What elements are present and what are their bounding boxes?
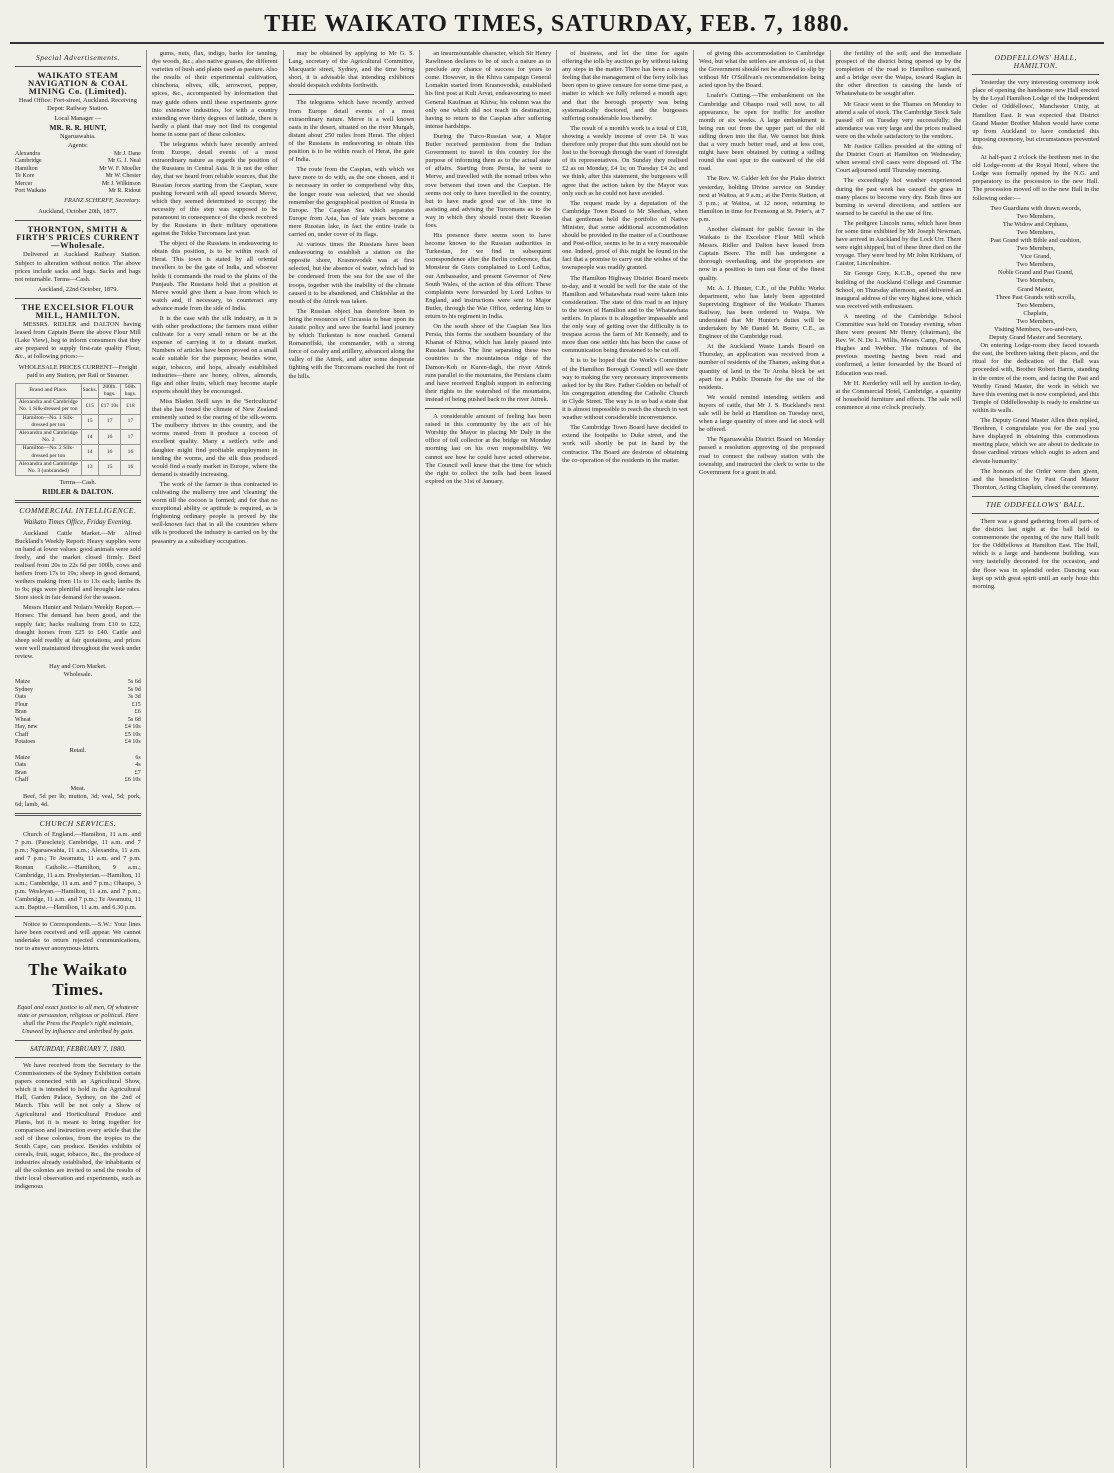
coal-manager: MR. R. R. HUNT, — [49, 122, 107, 132]
meat-title: Meat. — [70, 784, 86, 792]
article-paragraph: gums, nuts, flax, indigo, barks for tanning, dye woods, &c.; also native grasses, the different varieties of bush and plants used as pasture. Also the results of their experimental cultivation, chinchona, olives, silk, arrowroot, pepper, spices, &c., accompanied by information that may guide others until these experiments grow into extensive industries, for with a country extending over thirty degrees of latitude, there is hardly a plant that may not find its congenial home in some part of these colonies. — [151, 50, 278, 138]
divider — [972, 496, 1099, 497]
divider — [425, 408, 551, 409]
article-paragraph: At the Auckland Waste Lands Board on Thursday, an application was received from a number of residents of the Thames, asking that a quantity of land in the Te Aroha block be set apart for a Public Domain for the use of the residents. — [698, 343, 825, 391]
column-8 — [967, 50, 1104, 1468]
list-item: Te Kore Mr W. Chester — [15, 173, 141, 180]
article-paragraph: During the Turco-Russian war, a Major Butler received permission from the Indian Government to travel in this country for the purpose of informing them as to the actual state of affairs. Starting from Persia, he went to Merve, and travelled with the nomad tribes who rove between that town and the Caspian. He seems not only to have travelled in the country, but to have made good use of his time in assisting and advising the Turcomans as to the way in which they should resist their Russian foes. — [425, 132, 552, 229]
article-paragraph: On the south shore of the Caspian Sea lies Persia, this forms the southern boundary of the Khanat of Khiva, which has lately passed into Russian hands. The line separating these two countries is the mountainous ridge of the Damon-Koh or Kuren-dagh, the river Attrek runs parallel to the mountains, the Persians claim and have received English support in enforcing their rights to the watershed of the mountains, instead of being pushed back to the river Attrek. — [425, 323, 552, 403]
coal-place: Ngaruawahia. — [60, 132, 96, 140]
coal-secretary: FRANZ SCHERFF, Secretary. — [64, 196, 141, 204]
table-row: Hamilton—No. 2 Silk-dressed per ton 14 16 16 — [16, 445, 141, 460]
list-item: Wheat 5s 6d — [15, 716, 141, 723]
agents-label: Agents: — [67, 141, 88, 149]
column-7 — [831, 50, 968, 1468]
excelsior-text: MESSRS. RIDLER and DALTON having leased from Captain Beere the above Flour Mill (Lake View), beg to inform consumers that they are prepared to supply first-rate quality Flour, &c., at following prices:— — [15, 321, 141, 361]
list-item: Two Members, — [1016, 301, 1055, 309]
article-paragraph: may be obtained by applying to Mr G. S. Lang, secretary of the Agricultural Committee, Macquarie street, Sydney, and the time being short, it is advisable that intending exhibitors should despatch exhibits forthwith. — [288, 50, 415, 90]
divider — [15, 298, 141, 299]
article-paragraph: It is the case with the silk industry, as it is with other productions; the farmers must either cultivate for a very small return or be at the expense of carrying it to a distant market. Numbers of articles have been proved on a small scale suitable for the purposes; besides wine, sugar, tobacco, and hops, already established industries—there are honey, olives, almonds, figs and other fruits, which may become staple exports should they be encouraged. — [151, 315, 278, 395]
list-item: Potatoes £4 10s — [15, 739, 141, 746]
article-paragraph: The exceedingly hot weather experienced during the past week has caused the grass in many places to become very dry. Bush fires are burning in several directions, and settlers are warned to be careful in the use of fire. — [835, 177, 962, 217]
divider — [15, 66, 141, 67]
masthead: THE WAIKATO TIMES, SATURDAY, FEB. 7, 1880. — [10, 8, 1104, 44]
column-1 — [10, 50, 147, 1468]
article-paragraph: The telegrams which have recently arrived from Europe detail events of a most extraordinary nature. Merve is a well known oasis in the desert, situated on the river Murgab, distant about 250 miles from Herat. The object of the Russians in endeavoring to obtain this position is to be within reach of Herat, the gate of India. — [288, 99, 415, 164]
article-paragraph: Yesterday the very interesting ceremony took place of opening the handsome new Hall erected by the Loyal Hamilton Lodge of the Independent Order of Oddfellows', Manchester Unity, at Hamilton East. It was expected that District Grand Master Brother Mahon would have come up from Auckland to have conducted this imposing ceremony, but circumstances prevented this. — [972, 79, 1099, 151]
article-paragraph: At various times the Russians have been endeavouring to establish a station on the opposite shore, Krasnovodsk was at first selected, but the absence of water, which had to be condensed from the sea for the use of the troops, together with the inability of the climate caused it to be abandoned, and Chikishlar at the mouth of the Attrek was taken. — [288, 241, 415, 305]
waikato-times-title: The Waikato Times. — [28, 959, 128, 999]
article-paragraph: The pedigree Lincoln rams, which have been for some time exhibited by Mr Joseph Newman, have arrived in Auckland by the Lock Urr. There were eight shipped, but of these three died on the voyage. They were bred by Mr John Kirkham, of Caistor, Lincolnshire. — [835, 219, 962, 268]
article-paragraph: of business, and let the time for again offering the tolls by auction go by without taking any steps in the matter. There has been a strong feeling that the management of the ferry tolls has been open to grave censure for some time past, a matter to which we fully referred a month ago; and that the borough property was being systematically doctored, and the burgesses suffering considerable loss thereby. — [562, 50, 688, 122]
list-item: Two Members, — [1016, 261, 1055, 269]
list-item: Alexandra Mr J. Dane — [15, 150, 141, 157]
article-paragraph: Mr. A. J. Hunter, C.E., of the Public Works department, who has lately been appointed Supervising Engineer of the Waikato Thames Railway, has been ordered to Waipa. We understand that Mr Hunter's duties will be undertaken by Mr Daniel M. Beere, C.E., as Engineer of the Cambridge road. — [698, 284, 825, 341]
list-item: Bran £7 — [15, 769, 141, 776]
oddfellows-hall-heading: ODDFELLOWS' HALL, HAMILTON. — [994, 53, 1077, 71]
thornton-text: Delivered at Auckland Railway Station. Subject to alteration without notice. The above prices include sacks and bags. Sacks and bags not returnable. Terms—Cash. — [15, 251, 141, 283]
commercial-heading: COMMERCIAL INTELLIGENCE. — [19, 506, 137, 516]
procession-order — [972, 205, 1099, 343]
article-paragraph: The honours of the Order were then given, and the benediction by Past Grand Master Thornton, Acting Chaplain, closed the ceremony. — [972, 467, 1099, 491]
article-paragraph: Sir George Grey, K.C.B., opened the new building of the Auckland College and Grammar School, on Thursday afternoon, and delivered an inaugural address of the very highest tone, which was received with enthusiasm. — [835, 270, 962, 310]
list-item: Maize 6s — [15, 754, 141, 761]
article-paragraph: His presence there seems soon to have become known to the Russian authorities in Turkestan, for we find in subsequent correspondence after the Berlin conference, that Monsieur de Giers complained to Lord Loftus, our Ambassador, and present Governor of New South Wales, of the action of this officer. These complaints were forwarded by Lord Loftus to England, and instructions were sent to Major Butler, through the War Office, ordering him to return to his regiment in India. — [425, 232, 552, 320]
excelsior-signature: RIDLER & DALTON. — [42, 487, 114, 497]
list-item: Chaff £6 10s — [15, 777, 141, 784]
divider — [972, 74, 1099, 75]
divider — [15, 220, 141, 221]
column-3 — [284, 50, 421, 1468]
article-paragraph: The Ngaruawahia District Board on Monday passed a resolution approving of the proposed road to connect the railway station with the township, and instructed the clerk to write to the Government for a grant in aid. — [698, 436, 825, 476]
leader-date: SATURDAY, FEBRUARY 7, 1880. — [30, 1044, 126, 1053]
list-item: Visiting Members, two-and-two, — [993, 326, 1078, 333]
list-item: Hamilton Mr W. F. Moeller — [15, 165, 141, 172]
list-item: Chaplain, — [1023, 309, 1049, 317]
newspaper-motto: Equal and exact justice to all men, Of whatever state or persuasion, religious or political. Here shall the Press the People's right maintain, Unawed by influence and unbribed by gain. — [17, 1003, 139, 1035]
meat-text: Beef, 5d per lb; mutton, 3d; veal, 5d; pork, 6d; lamb, 4d. — [15, 792, 141, 808]
list-item: Oats 4s — [15, 762, 141, 769]
article-paragraph: of giving this accommodation to Cambridge West, but what the settlers are anxious of, is that the Government should not be allowed to slip by without Mr O'Sullivan's recommendation being acted upon by the Board. — [698, 50, 825, 90]
article-paragraph: The work of the farmer is thus contracted to cultivating the mulberry tree and 'cleaning' the worm till the cocoon is formed; and for that no exceptional ability or aptitude is required, as is frightening ordinary people is proved by the well-known fact that in all the countries where silk is produced the industry is carried on by the peasantry as a subsidiary occupation. — [151, 480, 278, 545]
list-item: Oats 3s 3d — [15, 694, 141, 701]
agents-list — [15, 151, 141, 196]
list-item: Cambridge Mr G. J. Neal — [15, 158, 141, 165]
commercial-text: Auckland Cattle Market.—Mr Alfred Buckland's Weekly Report: Heavy supplies were on hand at lower values: good animals were sold freely, and the market closed firmly. Beef realised from 20s to 22s 6d per 100lb, cows and heifers from 17s to 19s; sheep in good demand, wethers making from 11s to 13s each; lambs 8s to 9s; pigs were plentiful and brought late rates. Store stock in fair demand for the season. — [15, 529, 141, 602]
table-row: Hamilton—No. 1 Silk-dressed per ton 15 17 17 — [16, 414, 141, 429]
list-item: Deputy Grand Master and Secretary. — [988, 334, 1083, 342]
columns — [10, 50, 1104, 1468]
commercial-date: Waikato Times Office, Friday Evening. — [23, 518, 133, 527]
excelsior-terms: Terms—Cash. — [59, 479, 97, 487]
list-item: Past Grand with Bible and cushion, — [990, 236, 1081, 244]
article-paragraph: A meeting of the Cambridge School Committee was held on Tuesday evening, when there were present Mr Henry (chairman), the Rev. W. N. De L. Willis, Messrs Camp, Pearson, Hughes and Webber. The minutes of the previous meeting having been read and confirmed, a letter forwarded by the Board of Education was read. — [835, 312, 962, 377]
divider — [15, 916, 141, 917]
article-paragraph: It is to be hoped that the Work's Committee of the Hamilton Borough Council will see their way to making the very necessary improvements asked for by the Rev. Father Golden on behalf of his congregation attending the Catholic Church in Clyde Street. The way is in so bad a state that it is almost impossible to reach the church in wet weather without considerable inconvenience. — [562, 357, 688, 422]
list-item: Two Members, — [1016, 228, 1055, 236]
column-5 — [557, 50, 694, 1468]
article-paragraph: Loafer's Cutting.—The embankment on the Cambridge and Ohaupo road will now, to all appearance, be open for traffic for another month or six weeks. A large embankment is being run out from the upper part of the old sidling down into the flat. We cannot but think that a very much better road, and at less cost, might have been obtained by cutting a sidling round the east spur to the eastward of the old road. — [698, 92, 825, 173]
church-heading: CHURCH SERVICES. — [39, 819, 117, 829]
retail-title: Retail. — [69, 746, 87, 754]
oddfellows-ball-heading: THE ODDFELLOWS' BALL. — [985, 499, 1086, 509]
list-item: Vice Grand, — [1020, 253, 1052, 261]
table-row: Alexandra and Cambridge No. 2 14 16 17 — [16, 429, 141, 444]
commercial-text-2: Messrs Hunter and Nolan's Weekly Report.—Horses: The demand has been good, and the supply fair; hacks realising from £10 to £22, draught horses from £25 to £40. Cattle and sheep sold readily at fair quotations, and prices were well maintained throughout the week under review. — [15, 604, 141, 660]
list-item: Two Members, — [1016, 317, 1055, 325]
coal-manager-label: Local Manager — — [54, 114, 102, 122]
list-item: Bran £6 — [15, 709, 141, 716]
divider — [15, 813, 141, 816]
excelsior-sub: WHOLESALE PRICES CURRENT—Freight paid to any Station, per Rail or Steamer. — [18, 363, 138, 379]
article-paragraph: The telegrams which have recently arrived from Europe, detail events of a most extraordinary nature as regards the position of the Russians in Central Asia. It is not the other day, that we heard from reliable sources, that the Russian forces starting from the Caspian, were pushing forward with all speed towards Merve, which they seemed determined to occupy; the necessity of this step was supposed to be paramount in consequence of the check received by the Russians in their military operations against the Tekke Turcomans last year. — [151, 141, 278, 238]
article-paragraph: Another claimant for public favour in the Waikato is the Excelsior Flour Mill which Messrs. Ridler and Dalton have leased from Captain Beere. The mill has undergone a thorough overhauling, and the proprietors are now in a position to turn out flour of the finest quality. — [698, 225, 825, 282]
list-item: Sydney 5s 9d — [15, 686, 141, 693]
church-text: Church of England.—Hamilton, 11 a.m. and 7 p.m. (Paraclete); Cambridge, 11 a.m. and 7 p.m.; Ngaruawahia, 11 a.m.; Alexandra, 11 a.m. and 7 p.m.; Te Awamutu, 11 a.m. and 7 p.m. Roman Catholic.—Hamilton, 9 a.m.; Cambridge, 11 a.m. Presbyterian.—Hamilton, 11 a.m.; Cambridge, 11 a.m. and 7 p.m.; Ohaupo, 3 p.m. Wesleyan.—Hamilton, 11 a.m. and 7 p.m.; Cambridge, 11 a.m. and 7 p.m.; Te Awamutu, 11 a.m. Baptist.—Hamilton, 11 a.m. and 6.30 p.m. — [15, 831, 141, 912]
divider — [15, 500, 141, 503]
article-paragraph: The route from the Caspian, with which we have more to do with, as the one chosen, and it is necessary in order to comprehend why this, the longer route was selected, that we should remember the geographical position of Russia in Europe. The Caspian Sea which separates Europe from Asia, has of late years become a mere Russian lake, in fact the entire trade is carried on, under cover of its flags. — [288, 166, 415, 238]
correspondents-notice: Notice to Correspondents.—S.W.: Your lines have been received and will appear. We cannot undertake to return rejected communications, nor to answer anonymous letters. — [15, 921, 141, 953]
list-item: Three Past Grands with scrolls, — [995, 293, 1076, 301]
table-header-row: Brand and Place. Sacks. 200lb. bags. 50lb. bags. — [16, 383, 141, 398]
thornton-date: Auckland, 22nd October, 1879. — [37, 285, 119, 293]
coal-date: Auckland, October 20th, 1877. — [38, 208, 118, 216]
table-row: Alexandra and Cambridge No. 1 Silk-dressed per ton £15 £17 10s £18 — [16, 399, 141, 414]
coal-company-title: WAIKATO STEAM NAVIGATION & COAL MINING Co. (Limited). — [27, 70, 128, 97]
article-paragraph: the fertility of the soil; and the immediate prospect of the district being opened up by the completion of the road to Hamilton eastward, and a bridge over the Waipa, toward Raglan in the other direction is causing the lands of Whatawhata to be sought after. — [835, 50, 962, 98]
article-paragraph: Mr Justice Gillies presided at the sitting of the District Court at Hamilton on Wednesday, when several civil cases were disposed of. The Court adjourned until Thursday morning. — [835, 143, 962, 175]
coal-office: Head Office: Fort-street, Auckland. Receiving Depot: Railway Station. — [18, 97, 137, 113]
list-item: The Widow and Orphans, — [1002, 220, 1069, 228]
article-paragraph: A considerable amount of feeling has been raised in this community by the act of his Worship the Mayor in placing Mr Daly in the office of toll collector at the bridge on Monday morning last on his own responsibility. We cannot see how he could have acted otherwise. The Council well knew that the time for which the right to collect the tolls had been leased expired on the 31st of January. — [425, 413, 552, 485]
special-ads-heading: Special Advertisements. — [35, 53, 120, 62]
list-item: Two Guardians with drawn swords, — [990, 204, 1082, 212]
article-paragraph: Mr Grace went to the Thames on Monday to attend a sale of stock. The Cambridge Stock Sale passed off on Tuesday very successfully; the attendance was very large and the prices realised were on the whole satisfactory to the vendors. — [835, 100, 962, 140]
list-item: Port Waikato Mr R. Ridout — [15, 188, 141, 195]
article-paragraph: an insurmountable character, which Sir Henry Rawlinson declares to be of such a nature as to preclude any chance of success for years to come. However, in the Khiva campaign General Lomakin started from Krasnovodsk, established his first post at Kuli Arvat, endeavouring to meet General Kaufman at Khiva; his column was the only one which did not reach its destination, having to return to the Caspian after suffering intense hardships. — [425, 50, 552, 130]
list-item: Two Members, — [1016, 245, 1055, 253]
article-paragraph: The result of a month's work is a total of £18, showing a weekly income of over £4. It was therefore only proper that this sum should not be lost to the borough through the want of foresight of its representatives. On Sunday they realised £2 as on Monday, £4 1s; on Tuesday £4 2s; and we think, after this statement, the burgesses will agree that the action taken by the Mayor was only such as he could not have avoided. — [562, 124, 688, 197]
article-paragraph: The Russian object has therefore been to bring the resources of Circassia to bear upon its Asiatic policy and save the fearful land journey by which Turkestan is now reached. General Romanoffski, the commander, with a strong force of cavalry and artillery, advanced along the valley of the Attrek, and after some desperate fighting with the Turcomans reached the foot of the hills. — [288, 307, 415, 380]
article-paragraph: There was a grand gathering from all parts of the district last night at the ball held to commemorate the opening of the new Hall built for the Oddfellows at Hamilton East. The Hall, which is a large and handsome building, was very tastefully decorated for the occasion, and the floor was in splendid order. Dancing was kept up with great spirit until an early hour this morning. — [972, 517, 1099, 590]
thornton-title: THORNTON, SMITH & FIRTH'S PRICES CURRENT—Wholesale. — [16, 224, 140, 251]
list-item: Noble Grand and Past Grand, — [997, 269, 1074, 277]
column-6 — [694, 50, 831, 1468]
list-item: Grand Master, — [1017, 285, 1054, 293]
excelsior-title: THE EXCELSIOR FLOUR MILL, HAMILTON. — [21, 301, 135, 320]
article-paragraph: The Hamilton Highway District Board meets to-day, and it would be well for the state of the Hamilton and Whatawhata road were taken into consideration. The state of this road is an injury to the town of Hamilton and to the Whatawhata settlers. In places it is altogether impassable and the only way of getting over the difficulty is to trespass across the farm of Mr Kennedy, and to more than one settler this has been the cause of communication being threatened to be cut off. — [562, 274, 688, 355]
hay-market-sub: Wholesale. — [63, 671, 93, 679]
article-paragraph: Mr H. Kerderley will sell by auction to-day, at the Commercial Hotel, Cambridge, a quantity of household furniture and effects. The sale will commence at one o'clock precisely. — [835, 379, 962, 411]
article-paragraph: The Deputy Grand Master Allen then replied, 'Brethren, I congratulate you for the zeal you have displayed in obtaining this commodious meeting place, which we are about to dedicate to those cardinal virtues which ought to adorn and elevate humanity.' — [972, 417, 1099, 465]
list-item: Flour £15 — [15, 701, 141, 708]
article-paragraph: Miss Bladen Neill says in the 'Sericulturist' that she has found the climate of New Zealand eminently suited to the rearing of the silk-worm. The mulberry thrives in this country, and the worms reared from it produce a cocoon of excellent quality. Many a settler's wife and daughter might find profitable employment in tending the worms, and the silk thus produced would find a ready market in Europe, where the demand is steadily increasing. — [151, 397, 278, 478]
list-item: Two Members, — [1016, 277, 1055, 285]
list-item: Chaff £5 10s — [15, 731, 141, 738]
article-paragraph: The object of the Russians in endeavoring to obtain this position, is to be within reach of Herat. This town is stated by all oriental travellers to be the gate of India, and whoever holds it commands the road to the plains of the Punjaub. The Russians hold that a position at Merve would give them a base from which to watch and, if necessary, to counteract any advance made from the side of India. — [151, 240, 278, 312]
retail-price-list — [15, 755, 141, 785]
hay-market-title: Hay and Corn Market. — [49, 663, 107, 671]
article-paragraph: The Cambridge Town Board have decided to extend the footpaths to Duke street, and the work will shortly be put in hand by the contractor. The Board are desirous of obtaining the co-operation of the residents in the matter. — [562, 424, 688, 464]
table-row: Alexandra and Cambridge No. 3 (unbranded) 13 15 16 — [16, 460, 141, 475]
column-2 — [147, 50, 284, 1468]
leader-text: We have received from the Secretary to the Commissioners of the Sydney Exhibition certain papers connected with an Agricultural Show, which it is intended to hold in the Agricultural Hall, Garden Palace, Sydney, on the 2nd of March. This will be not only a Show of Agricultural and Horticultural Produce and Plants, but it is meant to bring together for comparison and instruction every article that the soil of these colonies, from the tropics to the South Cape, can produce. Besides exhibits of cereals, fruit, sugar, tobacco, &c., the produce of industries already established, the inhabitants of all the colonies are invited to send the results of their local observation and experiments, such as indigenous — [15, 1061, 141, 1191]
list-item: Hay, new £4 10s — [15, 724, 141, 731]
article-paragraph: On entering Lodge-room they faced towards the east, the brethren taking their places, and the ritual for the dedication of the Hall was proceeded with, Brother Robert Harris, standing in the centre of the room, and facing the Past and Worthy Grand Master, the work in which we have this evening met is now completed, and this Temple of Oddfellowship is ready to enshrine us within its walls. — [972, 342, 1099, 414]
column-4 — [420, 50, 557, 1468]
divider — [289, 94, 415, 95]
hay-price-list — [15, 679, 141, 747]
article-paragraph: We would remind intending settlers and buyers of cattle, that Mr J. S. Buckland's next sale will be held at Hamilton on Tuesday next, when a large quantity of store and fat stock will be offered. — [698, 393, 825, 434]
list-item: Two Members, — [1016, 212, 1055, 220]
list-item: Mercer Mr J. Wilkinson — [15, 180, 141, 187]
divider — [972, 513, 1099, 514]
divider — [15, 1040, 141, 1041]
article-paragraph: The Rev. W. Calder left for the Piako district yesterday, holding Divine service on Sunday next at Waitoa, at 9 a.m.; at the Ferris Station, at 3 p.m.; at Waitoa, at 12 noon, returning to Hamilton in time for Evensong at St. Peter's, at 7 p.m. — [698, 175, 825, 223]
list-item: Maize 5s 6d — [15, 679, 141, 686]
flour-price-table — [15, 383, 141, 476]
article-paragraph: At half-past 2 o'clock the brethren met in the old Lodge-room at the Royal Hotel, where the Lodge was formally opened by the N.G. and preparatory to the procession to the new Hall. The procession moved off to the new Hall in the following order:— — [972, 154, 1099, 202]
article-paragraph: The request made by a deputation of the Cambridge Town Board to Mr Sheehan, when that gentleman held the portfolio of Native Minister, that some additional accommodation should be provided in the matter of a Courthouse and Post-office, seems to be in a very reasonable one. Indeed, proof of this might be found in the fact that a promise to carry out the wishes of the townspeople was readily granted. — [562, 199, 688, 272]
divider — [15, 1057, 141, 1058]
